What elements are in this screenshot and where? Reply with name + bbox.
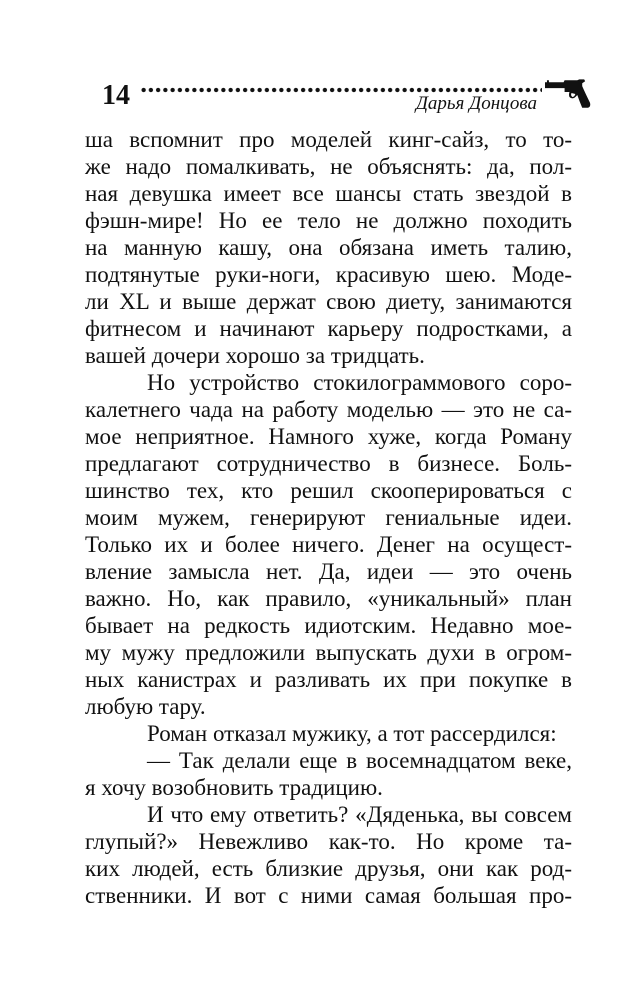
paragraph <box>85 126 572 369</box>
text-line: любую тару. <box>85 694 206 719</box>
paragraph <box>85 720 572 747</box>
text-line: И что ему ответить? «Дяденька, вы совсем <box>147 802 572 827</box>
text-line: фитнесом и начинают карьеру подростками, а <box>85 316 572 341</box>
text-line: му мужу предложили выпускать духи в огром- <box>85 640 572 665</box>
text-line: шинство тех, кто решил скооперироваться с <box>85 478 572 503</box>
text-line: ная девушка имеет все шансы стать звездой в <box>85 181 572 206</box>
page-body <box>85 126 572 909</box>
text-line: Но устройство стокилограммового соро- <box>147 370 572 395</box>
text-line: вление замысла нет. Да, идеи — это очень <box>85 559 572 584</box>
text-line: — Так делали еще в восемнадцатом веке, <box>147 748 572 773</box>
text-line: предлагают сотрудничество в бизнесе. Боль- <box>85 451 572 476</box>
text-line: я хочу возобновить традицию. <box>85 775 383 800</box>
text-line: моим мужем, генерируют гениальные идеи. <box>85 505 572 530</box>
text-line: на манную кашу, она обязана иметь талию, <box>85 235 572 260</box>
text-line: важно. Но, как правило, «уникальный» план <box>85 586 572 611</box>
paragraph <box>85 801 572 909</box>
text-line: Только их и более ничего. Денег на осущест- <box>85 532 572 557</box>
paragraph <box>85 369 572 720</box>
text-line: подтянутые руки-ноги, красивую шею. Моде- <box>85 262 572 287</box>
revolver-icon <box>545 79 592 109</box>
text-line: ша вспомнит про моделей кинг-сайз, то то- <box>85 127 572 152</box>
text-line: ли XL и выше держат свою диету, занимаются <box>85 289 572 314</box>
text-line: Роман отказал мужику, а тот рассердился: <box>147 721 557 746</box>
text-line: ных канистрах и разливать их при покупке в <box>85 667 572 692</box>
text-line: ких людей, есть близкие друзья, они как род- <box>85 856 572 881</box>
text-line: мое неприятное. Намного хуже, когда Роману <box>85 424 572 449</box>
text-line: бывает на редкость идиотским. Недавно мое- <box>85 613 572 638</box>
paragraph <box>85 747 572 801</box>
text-line: глупый?» Невежливо как-то. Но кроме та- <box>85 829 572 854</box>
text-line: же надо помалкивать, не объяснять: да, пол- <box>85 154 572 179</box>
text-line: калетнего чада на работу моделью — это не са- <box>85 397 572 422</box>
running-head-author: Дарья Донцова <box>415 93 537 114</box>
revolver-icon-shape <box>545 79 590 107</box>
text-line: ственники. И вот с ними самая большая про- <box>85 883 572 908</box>
text-line: вашей дочери хорошо за тридцать. <box>85 343 425 368</box>
page-number: 14 <box>102 80 130 111</box>
text-line: фэшн-мире! Но ее тело не должно походить <box>85 208 572 233</box>
